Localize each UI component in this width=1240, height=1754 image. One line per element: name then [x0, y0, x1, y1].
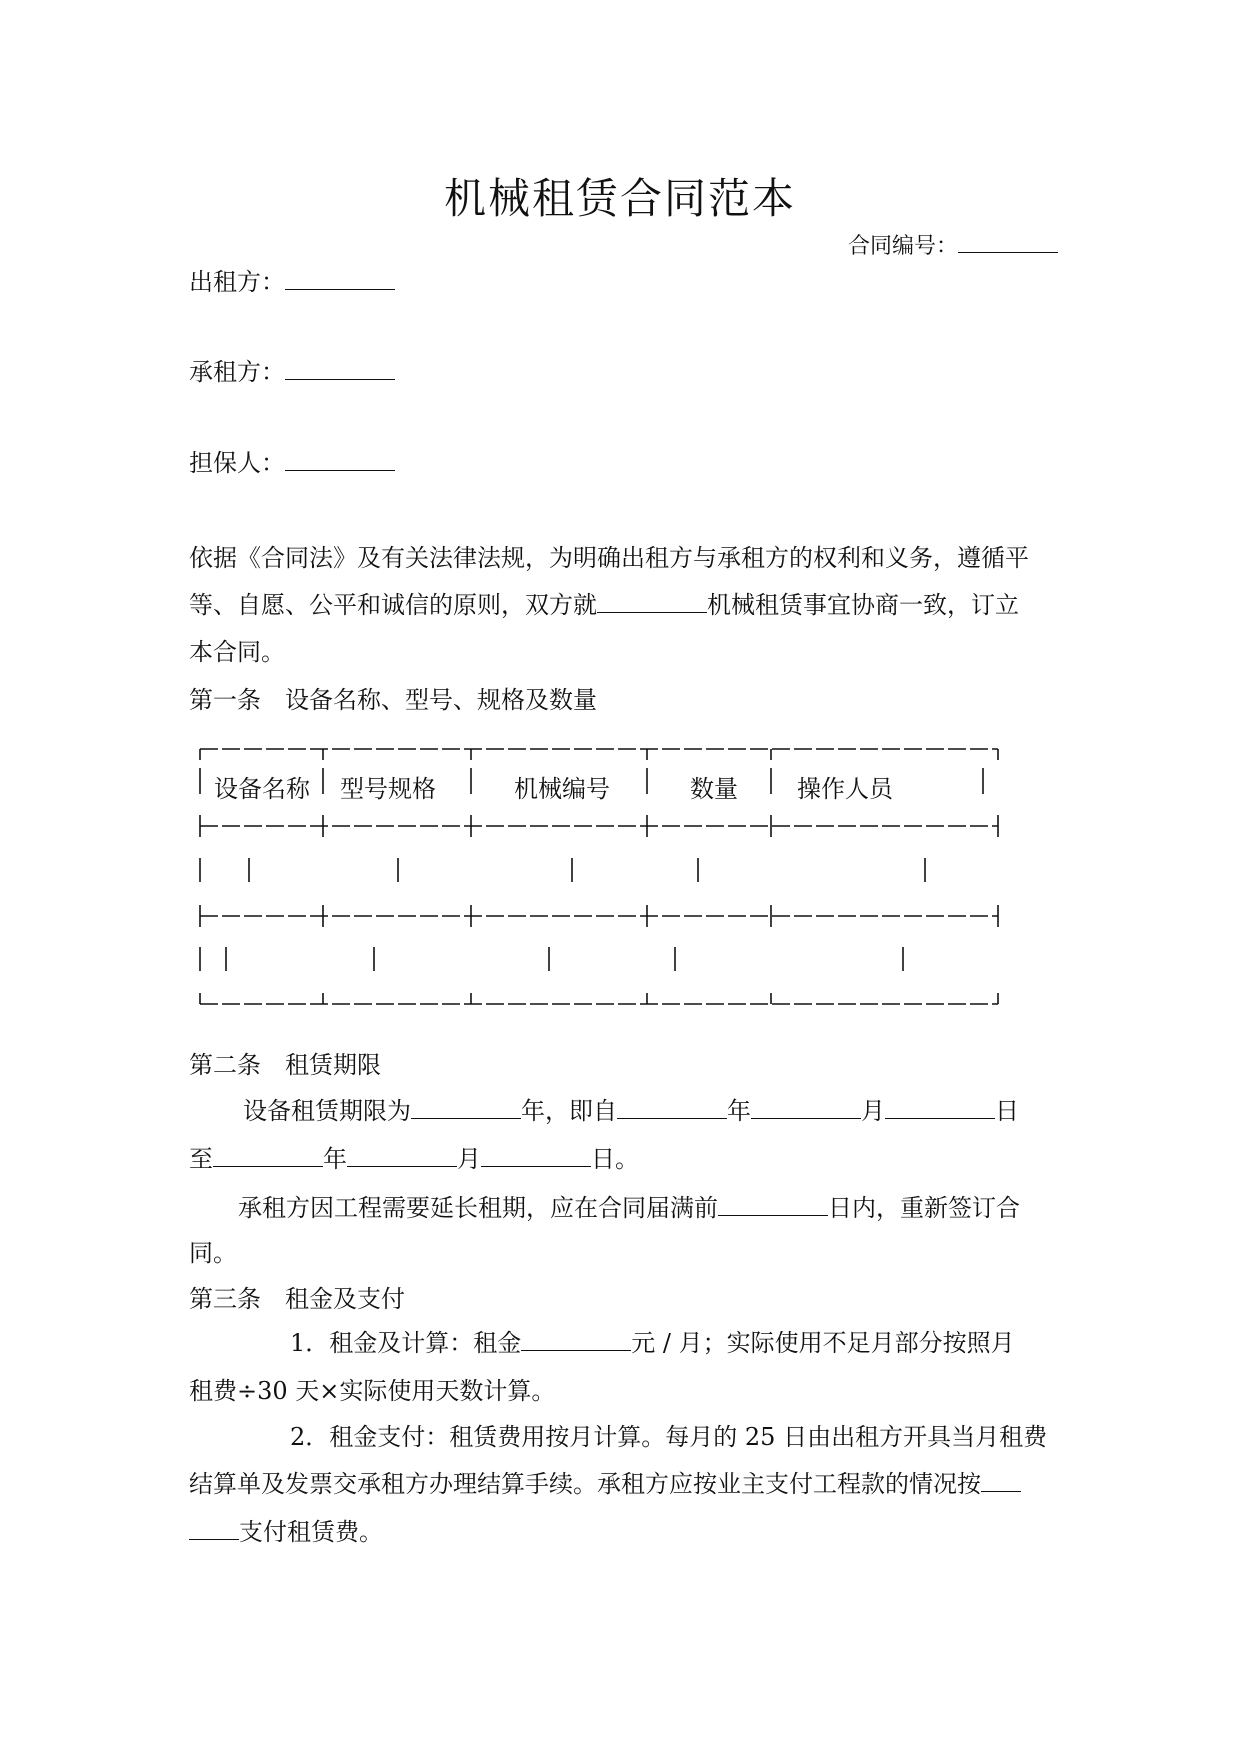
table-header-machine-number: 机械编号	[514, 775, 610, 803]
start-year-blank[interactable]	[617, 1096, 727, 1119]
contract-number-blank[interactable]	[958, 230, 1058, 253]
lessee-line	[189, 352, 1059, 387]
lease-term-text-g: 年	[323, 1145, 347, 1173]
guarantor-label: 担保人：	[189, 449, 285, 477]
lease-term-text-d: 月	[861, 1097, 885, 1125]
extension-line-1	[238, 1188, 1059, 1223]
rent-calc-text-a: 1．租金及计算：租金	[290, 1329, 522, 1357]
rent-payment-line-2	[189, 1464, 1059, 1499]
payment-method-blank-start[interactable]	[981, 1469, 1021, 1492]
rent-payment-line-3	[189, 1512, 1059, 1547]
rent-calc-line-2: 租费÷30 天×实际使用天数计算。	[189, 1377, 556, 1405]
table-header-model-spec: 型号规格	[340, 775, 436, 803]
rent-payment-line-1: 2．租金支付：租赁费用按月计算。每月的 25 日由出租方开具当月租费	[290, 1423, 1048, 1451]
start-month-blank[interactable]	[751, 1096, 861, 1119]
table-header-quantity: 数量	[690, 775, 738, 803]
guarantor-line	[189, 443, 1059, 478]
rent-payment-text-b: 结算单及发票交承租方办理结算手续。承租方应按业主支付工程款的情况按	[189, 1470, 981, 1498]
end-year-blank[interactable]	[213, 1144, 323, 1167]
lessor-blank[interactable]	[285, 267, 395, 290]
contract-number-label: 合同编号：	[847, 234, 958, 259]
intro-text-2a: 等、自愿、公平和诚信的原则，双方就	[189, 591, 597, 619]
lessee-label: 承租方：	[189, 358, 285, 386]
document-title: 机械租赁合同范本	[443, 174, 796, 223]
start-day-blank[interactable]	[885, 1096, 995, 1119]
extension-line-2: 同。	[189, 1239, 237, 1267]
lease-term-years-blank[interactable]	[411, 1096, 521, 1119]
lease-term-text-c: 年	[727, 1097, 751, 1125]
article-3-heading: 第三条 租金及支付	[189, 1285, 405, 1313]
rent-calc-text-b: 元 / 月；实际使用不足月部分按照月	[631, 1329, 1015, 1357]
payment-method-blank-end[interactable]	[189, 1517, 239, 1540]
intro-text-3: 本合同。	[189, 638, 285, 666]
table-header-operator: 操作人员	[797, 775, 893, 803]
lease-term-line-2	[189, 1139, 1059, 1174]
lease-term-text-f: 至	[189, 1145, 213, 1173]
lessor-label: 出租方：	[189, 268, 285, 296]
lease-term-text-b: 年，即自	[521, 1097, 617, 1125]
monthly-rent-blank[interactable]	[521, 1328, 631, 1351]
lease-term-line-1	[243, 1091, 1059, 1126]
rent-calc-line-1	[290, 1323, 1059, 1358]
extension-text-a: 承租方因工程需要延长租期，应在合同届满前	[238, 1194, 718, 1222]
intro-line-2	[189, 585, 1059, 620]
end-day-blank[interactable]	[481, 1144, 591, 1167]
extension-text-b: 日内，重新签订合	[828, 1194, 1020, 1222]
rent-payment-text-c: 支付租赁费。	[239, 1518, 383, 1546]
intro-line-1	[189, 538, 1059, 573]
lease-term-text-e: 日	[995, 1097, 1019, 1125]
guarantor-blank[interactable]	[285, 448, 395, 471]
lease-term-text-a: 设备租赁期限为	[243, 1097, 411, 1125]
contract-number-line	[0, 229, 1058, 260]
lessor-line	[189, 262, 1059, 297]
table-header-equipment-name: 设备名称	[214, 775, 310, 803]
lessee-blank[interactable]	[285, 357, 395, 380]
extension-days-blank[interactable]	[718, 1193, 828, 1216]
machine-type-blank[interactable]	[597, 590, 707, 613]
intro-line-3	[189, 632, 1059, 667]
intro-text-1: 依据《合同法》及有关法律法规，为明确出租方与承租方的权利和义务，遵循平	[189, 544, 1029, 572]
lease-term-text-h: 月	[457, 1145, 481, 1173]
article-2-heading: 第二条 租赁期限	[189, 1051, 381, 1079]
lease-term-text-i: 日。	[591, 1145, 639, 1173]
intro-text-2b: 机械租赁事宜协商一致，订立	[707, 591, 1019, 619]
article-1-heading: 第一条 设备名称、型号、规格及数量	[189, 686, 597, 714]
end-month-blank[interactable]	[347, 1144, 457, 1167]
